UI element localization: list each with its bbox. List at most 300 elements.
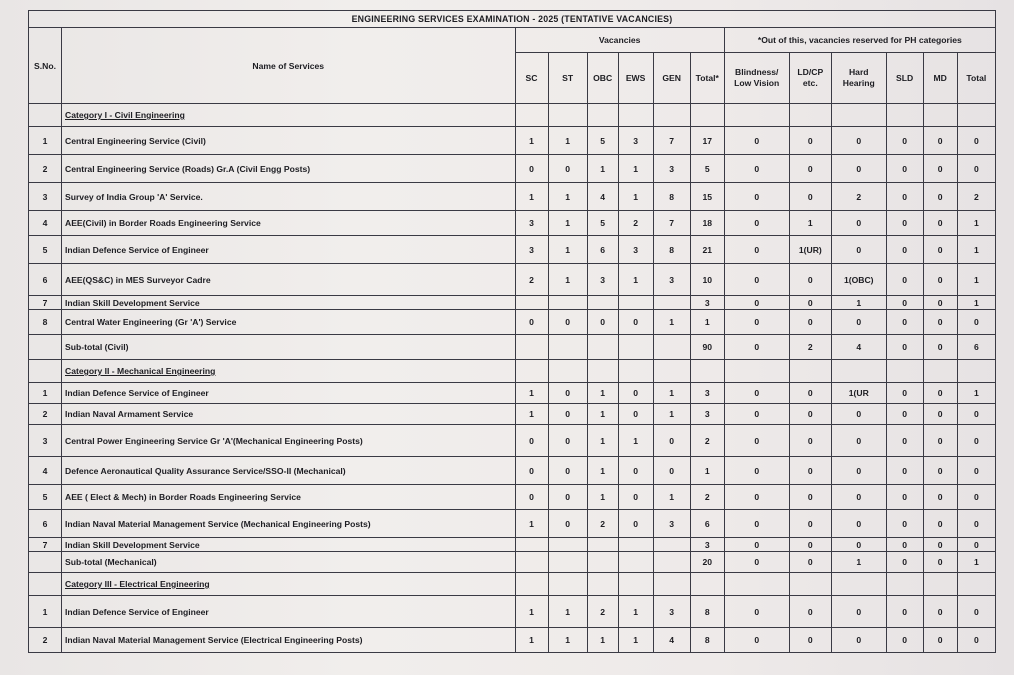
hh-cell: 1 <box>831 296 886 310</box>
sc-cell: 0 <box>515 457 548 485</box>
gen-cell: 3 <box>653 510 690 538</box>
total-cell: 1 <box>690 310 724 335</box>
md-header: MD <box>923 53 957 104</box>
md-cell: 0 <box>923 457 957 485</box>
sc-cell: 0 <box>515 310 548 335</box>
obc-cell: 1 <box>587 425 618 457</box>
subtotal-blind-cell: 0 <box>724 552 789 573</box>
category-empty-cell <box>957 104 995 127</box>
ews-cell: 1 <box>618 628 653 653</box>
blind-cell: 0 <box>724 485 789 510</box>
category-title: Category III - Electrical Engineering <box>61 573 515 596</box>
category-title: Category II - Mechanical Engineering <box>61 360 515 383</box>
md-cell: 0 <box>923 628 957 653</box>
table-row <box>29 183 996 211</box>
gen-cell: 7 <box>653 127 690 155</box>
ews-cell: 0 <box>618 510 653 538</box>
obc-cell: 1 <box>587 155 618 183</box>
md-cell: 0 <box>923 236 957 264</box>
obc-cell: 5 <box>587 211 618 236</box>
ews-cell: 0 <box>618 310 653 335</box>
gen-cell: 1 <box>653 310 690 335</box>
hh-cell: 0 <box>831 628 886 653</box>
ph-total-cell: 1 <box>957 236 995 264</box>
category-row <box>29 573 996 596</box>
ews-cell <box>618 296 653 310</box>
category-empty-cell <box>957 573 995 596</box>
sld-cell: 0 <box>886 183 923 211</box>
ldcp-cell: 0 <box>789 628 831 653</box>
sld-cell: 0 <box>886 596 923 628</box>
obc-cell: 6 <box>587 236 618 264</box>
ews-cell <box>618 538 653 552</box>
category-empty-cell <box>690 573 724 596</box>
ldcp-cell: 0 <box>789 457 831 485</box>
sno-cell: 7 <box>29 538 62 552</box>
obc-cell: 1 <box>587 404 618 425</box>
sld-cell: 0 <box>886 310 923 335</box>
category-empty-cell <box>515 573 548 596</box>
table-row <box>29 457 996 485</box>
hh-cell: 0 <box>831 127 886 155</box>
blind-cell: 0 <box>724 127 789 155</box>
blind-cell: 0 <box>724 457 789 485</box>
ph-total-cell: 0 <box>957 596 995 628</box>
blind-cell: 0 <box>724 425 789 457</box>
sc-cell: 1 <box>515 510 548 538</box>
ph-total-cell: 0 <box>957 155 995 183</box>
category-empty-cell <box>923 573 957 596</box>
blind-cell: 0 <box>724 404 789 425</box>
total-cell: 3 <box>690 383 724 404</box>
total-cell: 21 <box>690 236 724 264</box>
hh-cell: 0 <box>831 510 886 538</box>
st-header: ST <box>548 53 587 104</box>
service-name-cell: Indian Naval Material Management Service (Mechanical Engineering Posts) <box>61 510 515 538</box>
sld-cell: 0 <box>886 425 923 457</box>
sno-cell: 6 <box>29 510 62 538</box>
ph-total-cell: 1 <box>957 383 995 404</box>
blind-cell: 0 <box>724 628 789 653</box>
ews-cell: 1 <box>618 183 653 211</box>
table-row <box>29 264 996 296</box>
table-row <box>29 485 996 510</box>
subtotal-hh-cell: 4 <box>831 335 886 360</box>
table-row <box>29 510 996 538</box>
ews-cell: 0 <box>618 457 653 485</box>
hh-cell: 2 <box>831 183 886 211</box>
hh-cell: 0 <box>831 236 886 264</box>
obc-cell: 4 <box>587 183 618 211</box>
category-empty-cell <box>831 104 886 127</box>
total-cell: 2 <box>690 425 724 457</box>
md-cell: 0 <box>923 264 957 296</box>
st-cell: 1 <box>548 628 587 653</box>
category-row <box>29 360 996 383</box>
ldcp-cell: 0 <box>789 127 831 155</box>
obc-cell: 1 <box>587 485 618 510</box>
subtotal-md-cell: 0 <box>923 335 957 360</box>
ews-cell: 0 <box>618 404 653 425</box>
md-cell: 0 <box>923 510 957 538</box>
st-cell: 1 <box>548 596 587 628</box>
blind-cell: 0 <box>724 310 789 335</box>
hh-cell: 0 <box>831 155 886 183</box>
st-cell <box>548 296 587 310</box>
st-cell: 1 <box>548 264 587 296</box>
sld-cell: 0 <box>886 296 923 310</box>
subtotal-sc-cell <box>515 552 548 573</box>
gen-cell: 1 <box>653 404 690 425</box>
sld-cell: 0 <box>886 485 923 510</box>
subtotal-ph-total-cell: 1 <box>957 552 995 573</box>
total-cell: 2 <box>690 485 724 510</box>
obc-cell: 0 <box>587 310 618 335</box>
category-sno-cell <box>29 573 62 596</box>
table-row <box>29 383 996 404</box>
service-name-cell: Indian Naval Material Management Service (Electrical Engineering Posts) <box>61 628 515 653</box>
blind-cell: 0 <box>724 383 789 404</box>
ldcp-cell: 0 <box>789 183 831 211</box>
category-empty-cell <box>957 360 995 383</box>
category-sno-cell <box>29 360 62 383</box>
ews-cell: 0 <box>618 485 653 510</box>
ldcp-cell: 1 <box>789 211 831 236</box>
hard-hearing-header: Hard Hearing <box>831 53 886 104</box>
ews-cell: 3 <box>618 236 653 264</box>
hh-cell: 1(UR <box>831 383 886 404</box>
sld-cell: 0 <box>886 211 923 236</box>
total-cell: 3 <box>690 404 724 425</box>
table-row <box>29 211 996 236</box>
vacancy-table <box>28 10 996 653</box>
ews-cell: 1 <box>618 264 653 296</box>
blind-cell: 0 <box>724 236 789 264</box>
service-name-cell: Indian Skill Development Service <box>61 296 515 310</box>
category-empty-cell <box>515 360 548 383</box>
ldcp-cell: 0 <box>789 296 831 310</box>
category-empty-cell <box>618 573 653 596</box>
ews-cell: 1 <box>618 155 653 183</box>
gen-cell: 3 <box>653 596 690 628</box>
table-row <box>29 310 996 335</box>
category-empty-cell <box>831 573 886 596</box>
subtotal-label: Sub-total (Mechanical) <box>61 552 515 573</box>
gen-cell: 1 <box>653 383 690 404</box>
sc-cell: 3 <box>515 236 548 264</box>
category-empty-cell <box>618 360 653 383</box>
obc-cell: 1 <box>587 628 618 653</box>
blind-cell: 0 <box>724 596 789 628</box>
ldcp-cell: 0 <box>789 383 831 404</box>
category-empty-cell <box>923 360 957 383</box>
subtotal-sno-cell <box>29 552 62 573</box>
subtotal-total-cell: 90 <box>690 335 724 360</box>
obc-cell: 1 <box>587 457 618 485</box>
category-row <box>29 104 996 127</box>
ph-total-cell: 0 <box>957 485 995 510</box>
total-cell: 8 <box>690 628 724 653</box>
subtotal-row <box>29 335 996 360</box>
subtotal-sld-cell: 0 <box>886 552 923 573</box>
category-empty-cell <box>653 360 690 383</box>
sno-cell: 8 <box>29 310 62 335</box>
ph-total-cell: 0 <box>957 457 995 485</box>
total-cell: 18 <box>690 211 724 236</box>
md-cell: 0 <box>923 596 957 628</box>
sc-cell: 0 <box>515 425 548 457</box>
subtotal-blind-cell: 0 <box>724 335 789 360</box>
sc-cell: 0 <box>515 155 548 183</box>
ldcp-cell: 1(UR) <box>789 236 831 264</box>
category-empty-cell <box>515 104 548 127</box>
sc-cell: 1 <box>515 127 548 155</box>
sc-cell: 1 <box>515 383 548 404</box>
total-header: Total* <box>690 53 724 104</box>
blind-cell: 0 <box>724 264 789 296</box>
category-empty-cell <box>923 104 957 127</box>
ldcp-cell: 0 <box>789 596 831 628</box>
category-empty-cell <box>587 104 618 127</box>
gen-header: GEN <box>653 53 690 104</box>
sno-cell: 1 <box>29 127 62 155</box>
st-cell <box>548 538 587 552</box>
subtotal-row <box>29 552 996 573</box>
ph-total-cell: 0 <box>957 628 995 653</box>
sc-cell <box>515 296 548 310</box>
service-name-cell: AEE(Civil) in Border Roads Engineering Service <box>61 211 515 236</box>
st-cell: 0 <box>548 425 587 457</box>
ews-cell: 2 <box>618 211 653 236</box>
ph-total-cell: 1 <box>957 211 995 236</box>
ldcp-cell: 0 <box>789 404 831 425</box>
gen-cell: 0 <box>653 457 690 485</box>
ews-header: EWS <box>618 53 653 104</box>
st-cell: 1 <box>548 127 587 155</box>
service-name-cell: Central Water Engineering (Gr 'A') Service <box>61 310 515 335</box>
sno-cell: 2 <box>29 155 62 183</box>
sno-cell: 6 <box>29 264 62 296</box>
gen-cell: 1 <box>653 485 690 510</box>
hh-cell: 0 <box>831 457 886 485</box>
sc-cell: 1 <box>515 183 548 211</box>
table-row <box>29 628 996 653</box>
md-cell: 0 <box>923 183 957 211</box>
sno-cell: 7 <box>29 296 62 310</box>
category-empty-cell <box>789 360 831 383</box>
service-name-cell: Survey of India Group 'A' Service. <box>61 183 515 211</box>
category-empty-cell <box>886 360 923 383</box>
st-cell: 0 <box>548 457 587 485</box>
table-row <box>29 538 996 552</box>
ph-total-cell: 0 <box>957 425 995 457</box>
obc-cell: 2 <box>587 510 618 538</box>
subtotal-total-cell: 20 <box>690 552 724 573</box>
hh-cell: 0 <box>831 310 886 335</box>
ldcp-cell: 0 <box>789 155 831 183</box>
category-empty-cell <box>724 360 789 383</box>
sc-cell: 1 <box>515 596 548 628</box>
category-empty-cell <box>548 104 587 127</box>
st-cell: 1 <box>548 211 587 236</box>
ldcp-header: LD/CP etc. <box>789 53 831 104</box>
category-empty-cell <box>587 360 618 383</box>
service-name-cell: Defence Aeronautical Quality Assurance Service/SSO-II (Mechanical) <box>61 457 515 485</box>
ph-total-cell: 0 <box>957 510 995 538</box>
gen-cell: 3 <box>653 264 690 296</box>
sld-header: SLD <box>886 53 923 104</box>
category-empty-cell <box>724 573 789 596</box>
md-cell: 0 <box>923 425 957 457</box>
sld-cell: 0 <box>886 404 923 425</box>
sld-cell: 0 <box>886 264 923 296</box>
ph-note-header: *Out of this, vacancies reserved for PH categories <box>724 28 995 53</box>
subtotal-ldcp-cell: 0 <box>789 552 831 573</box>
sld-cell: 0 <box>886 538 923 552</box>
st-cell: 0 <box>548 310 587 335</box>
sno-cell: 3 <box>29 183 62 211</box>
category-empty-cell <box>618 104 653 127</box>
obc-cell: 5 <box>587 127 618 155</box>
table-row <box>29 425 996 457</box>
total-cell: 17 <box>690 127 724 155</box>
service-name-cell: AEE ( Elect & Mech) in Border Roads Engineering Service <box>61 485 515 510</box>
hh-cell: 0 <box>831 596 886 628</box>
subtotal-obc-cell <box>587 552 618 573</box>
hh-cell: 0 <box>831 485 886 510</box>
subtotal-md-cell: 0 <box>923 552 957 573</box>
subtotal-obc-cell <box>587 335 618 360</box>
ph-total-cell: 0 <box>957 127 995 155</box>
subtotal-sld-cell: 0 <box>886 335 923 360</box>
blind-cell: 0 <box>724 155 789 183</box>
sno-cell: 2 <box>29 628 62 653</box>
hh-cell: 0 <box>831 404 886 425</box>
hh-cell: 0 <box>831 211 886 236</box>
category-empty-cell <box>789 573 831 596</box>
st-cell: 1 <box>548 236 587 264</box>
md-cell: 0 <box>923 485 957 510</box>
ph-total-cell: 0 <box>957 538 995 552</box>
sc-cell: 0 <box>515 485 548 510</box>
hh-cell: 0 <box>831 425 886 457</box>
category-empty-cell <box>587 573 618 596</box>
md-cell: 0 <box>923 296 957 310</box>
ph-total-cell: 0 <box>957 404 995 425</box>
category-empty-cell <box>548 573 587 596</box>
table-row <box>29 155 996 183</box>
gen-cell: 3 <box>653 155 690 183</box>
vacancies-header: Vacancies <box>515 28 724 53</box>
subtotal-st-cell <box>548 335 587 360</box>
gen-cell: 0 <box>653 425 690 457</box>
sld-cell: 0 <box>886 236 923 264</box>
category-empty-cell <box>548 360 587 383</box>
sno-cell: 5 <box>29 236 62 264</box>
table-row <box>29 236 996 264</box>
st-cell: 0 <box>548 510 587 538</box>
sno-cell: 4 <box>29 211 62 236</box>
category-empty-cell <box>831 360 886 383</box>
category-empty-cell <box>789 104 831 127</box>
subtotal-gen-cell <box>653 552 690 573</box>
ldcp-cell: 0 <box>789 485 831 510</box>
md-cell: 0 <box>923 310 957 335</box>
table-row <box>29 404 996 425</box>
sld-cell: 0 <box>886 457 923 485</box>
obc-cell: 3 <box>587 264 618 296</box>
service-name-cell: Central Engineering Service (Civil) <box>61 127 515 155</box>
md-cell: 0 <box>923 383 957 404</box>
md-cell: 0 <box>923 211 957 236</box>
blind-cell: 0 <box>724 211 789 236</box>
subtotal-ews-cell <box>618 552 653 573</box>
st-cell: 1 <box>548 183 587 211</box>
sno-cell: 3 <box>29 425 62 457</box>
st-cell: 0 <box>548 155 587 183</box>
sc-header: SC <box>515 53 548 104</box>
total-cell: 10 <box>690 264 724 296</box>
total-cell: 1 <box>690 457 724 485</box>
gen-cell: 8 <box>653 236 690 264</box>
ph-total-cell: 1 <box>957 264 995 296</box>
hh-cell: 1(OBC) <box>831 264 886 296</box>
st-cell: 0 <box>548 383 587 404</box>
table-row <box>29 127 996 155</box>
sno-cell: 1 <box>29 383 62 404</box>
obc-cell <box>587 538 618 552</box>
hh-cell: 0 <box>831 538 886 552</box>
total-cell: 5 <box>690 155 724 183</box>
md-cell: 0 <box>923 127 957 155</box>
md-cell: 0 <box>923 538 957 552</box>
service-name-cell: Indian Naval Armament Service <box>61 404 515 425</box>
ews-cell: 1 <box>618 425 653 457</box>
total-cell: 3 <box>690 296 724 310</box>
service-name-header: Name of Services <box>61 28 515 104</box>
obc-cell <box>587 296 618 310</box>
sno-header: S.No. <box>29 28 62 104</box>
st-cell: 0 <box>548 404 587 425</box>
sld-cell: 0 <box>886 155 923 183</box>
obc-cell: 2 <box>587 596 618 628</box>
sno-cell: 5 <box>29 485 62 510</box>
blind-cell: 0 <box>724 538 789 552</box>
blind-cell: 0 <box>724 296 789 310</box>
service-name-cell: Indian Defence Service of Engineer <box>61 596 515 628</box>
sc-cell: 3 <box>515 211 548 236</box>
total-cell: 3 <box>690 538 724 552</box>
md-cell: 0 <box>923 155 957 183</box>
sc-cell: 2 <box>515 264 548 296</box>
sc-cell <box>515 538 548 552</box>
service-name-cell: Central Power Engineering Service Gr 'A'(Mechanical Engineering Posts) <box>61 425 515 457</box>
category-empty-cell <box>653 104 690 127</box>
md-cell: 0 <box>923 404 957 425</box>
service-name-cell: Indian Defence Service of Engineer <box>61 236 515 264</box>
sno-cell: 2 <box>29 404 62 425</box>
sld-cell: 0 <box>886 628 923 653</box>
gen-cell <box>653 296 690 310</box>
ph-total-cell: 0 <box>957 310 995 335</box>
sld-cell: 0 <box>886 127 923 155</box>
service-name-cell: Central Engineering Service (Roads) Gr.A (Civil Engg Posts) <box>61 155 515 183</box>
total-cell: 8 <box>690 596 724 628</box>
blindness-header: Blindness/ Low Vision <box>724 53 789 104</box>
st-cell: 0 <box>548 485 587 510</box>
service-name-cell: Indian Defence Service of Engineer <box>61 383 515 404</box>
category-empty-cell <box>886 104 923 127</box>
